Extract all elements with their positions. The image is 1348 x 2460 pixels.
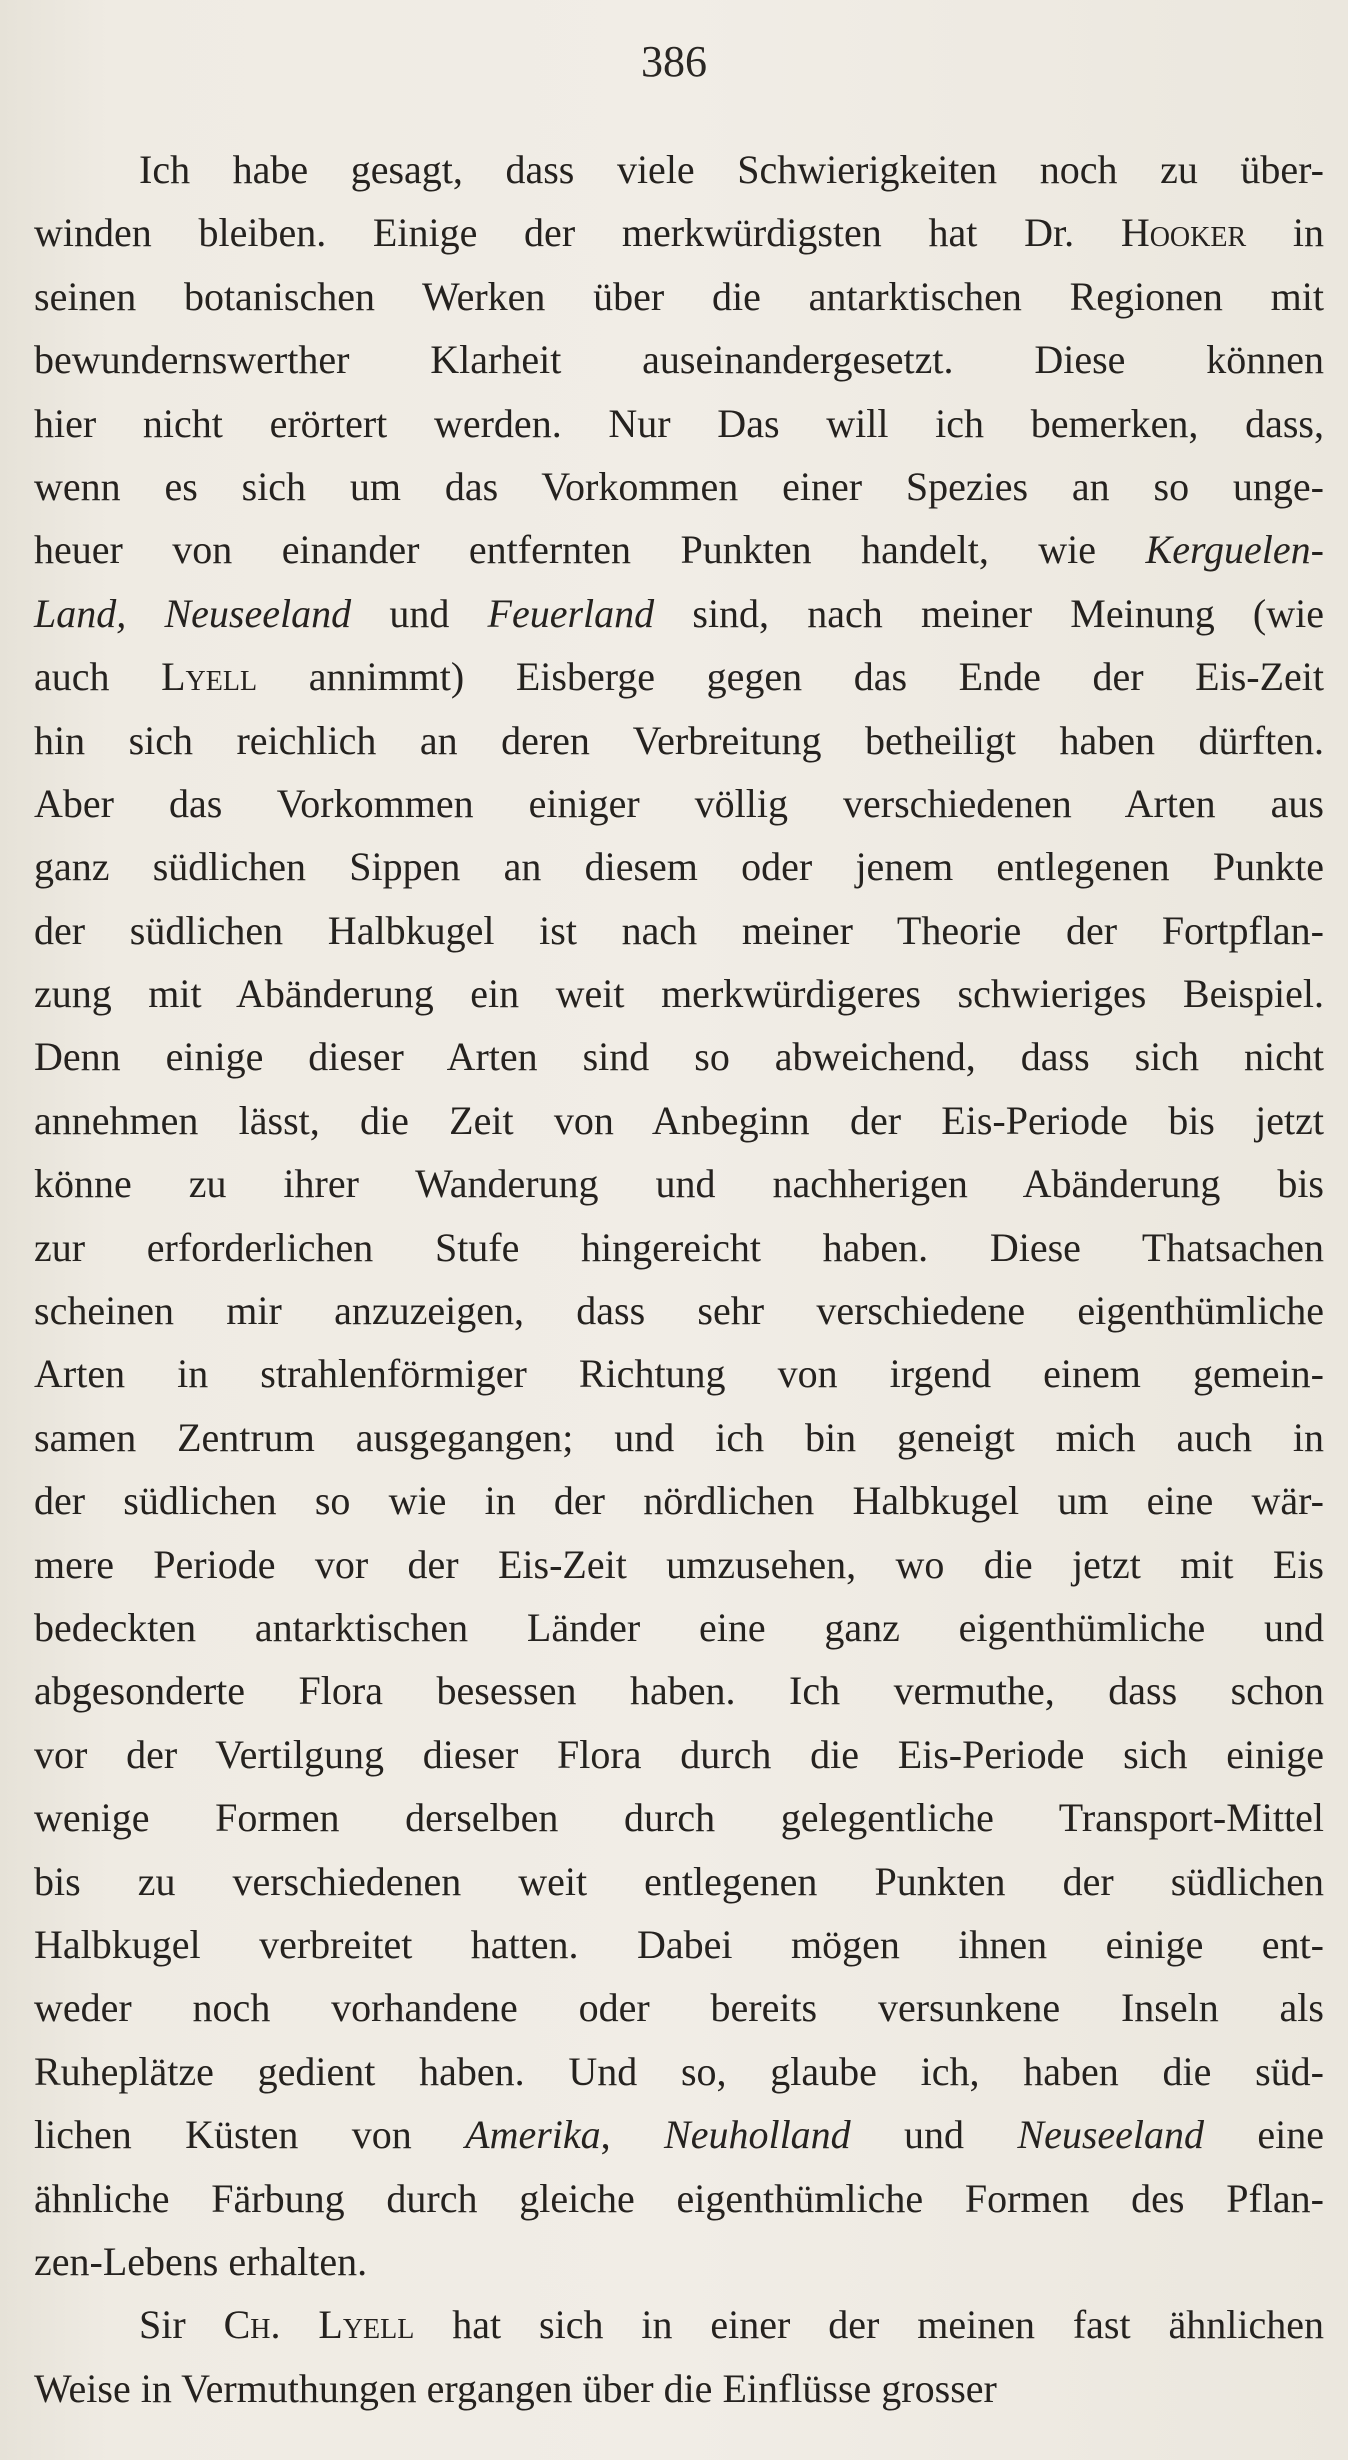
- text-line: [34, 1850, 1324, 1913]
- text-run: zen-Lebens erhalten.: [34, 2238, 368, 2284]
- text-line: [34, 518, 1324, 581]
- text-run: sind, nach meiner Meinung (wie: [654, 590, 1324, 636]
- text-run: abgesonderte Flora besessen haben. Ich vermuthe, dass schon: [34, 1668, 1324, 1714]
- text-run: bis zu verschiedenen weit entlegenen Punkten der südlichen: [34, 1858, 1324, 1904]
- text-run: heuer von einander entfernten Punkten handelt, wie: [34, 527, 1146, 573]
- text-run: ,: [600, 2112, 665, 2158]
- text-line: [34, 1152, 1324, 1215]
- text-run: hin sich reichlich an deren Verbreitung betheiligt haben dürften.: [34, 717, 1324, 763]
- text-run: zung mit Abänderung ein weit merkwürdigeres schwieriges Beispiel.: [34, 971, 1324, 1017]
- text-run: scheinen mir anzuzeigen, dass sehr verschiedene eigenthümliche: [34, 1288, 1324, 1334]
- text-run: seinen botanischen Werken über die antarktischen Regionen mit: [34, 273, 1324, 319]
- text-line: [34, 1976, 1324, 2039]
- text-line: [34, 1913, 1324, 1976]
- text-run: zur erforderlichen Stufe hingereicht haben. Diese Thatsachen: [34, 1224, 1324, 1270]
- text-run: und: [351, 590, 488, 636]
- text-run: Land, Neuseeland: [34, 590, 352, 636]
- text-line: [34, 2040, 1324, 2103]
- text-run: annimmt) Eisberge gegen das Ende der Eis-Zeit: [257, 654, 1325, 700]
- text-run: lichen Küsten von: [34, 2112, 466, 2158]
- text-run: in: [1246, 210, 1324, 256]
- text-line: [34, 455, 1324, 518]
- text-run: Amerika: [465, 2112, 601, 2158]
- text-line: [34, 1089, 1324, 1152]
- text-run: der südlichen so wie in der nördlichen Halbkugel um eine wär-: [34, 1478, 1324, 1524]
- text-run: Aber das Vorkommen einiger völlig verschiedenen Arten aus: [34, 780, 1324, 826]
- text-run: vor der Vertilgung dieser Flora durch die Eis-Periode sich einige: [34, 1731, 1324, 1777]
- text-line: [34, 582, 1324, 645]
- text-run: samen Zentrum ausgegangen; und ich bin geneigt mich auch in: [34, 1414, 1324, 1460]
- text-line: [34, 709, 1324, 772]
- text-line: [34, 138, 1324, 201]
- text-run: Kerguelen-: [1145, 527, 1324, 573]
- text-line: [34, 2230, 1324, 2293]
- text-line: [34, 2293, 1324, 2356]
- text-line: [34, 772, 1324, 835]
- text-run: wenige Formen derselben durch gelegentliche Transport-Mittel: [34, 1795, 1324, 1841]
- text-line: [34, 1596, 1324, 1659]
- text-line: [34, 1469, 1324, 1532]
- text-run: bedeckten antarktischen Länder eine ganz eigenthümliche und: [34, 1604, 1324, 1650]
- text-line: [34, 1659, 1324, 1722]
- text-run: Lyell: [161, 654, 258, 700]
- text-run: könne zu ihrer Wanderung und nachherigen Abänderung bis: [34, 1161, 1324, 1207]
- text-line: [34, 201, 1324, 264]
- text-line: [34, 899, 1324, 962]
- text-run: der südlichen Halbkugel ist nach meiner Theorie der Fortpflan-: [34, 907, 1324, 953]
- text-line: [34, 962, 1324, 1025]
- text-line: [34, 392, 1324, 455]
- text-line: [34, 2357, 1324, 2420]
- text-run: Feuerland: [487, 590, 655, 636]
- body-text: [34, 138, 1324, 2420]
- text-run: weder noch vorhandene oder bereits versunkene Inseln als: [34, 1985, 1324, 2031]
- page-number: 386: [641, 37, 707, 86]
- text-line: [34, 1533, 1324, 1596]
- text-line: [34, 1406, 1324, 1469]
- paragraph-1: [34, 138, 1324, 2293]
- text-run: Ich habe gesagt, dass viele Schwierigkeiten noch zu über-: [139, 147, 1324, 192]
- text-line: [34, 1786, 1324, 1849]
- text-run: Halbkugel verbreitet hatten. Dabei mögen ihnen einige ent-: [34, 1921, 1324, 1967]
- text-run: Arten in strahlenförmiger Richtung von irgend einem gemein-: [34, 1351, 1324, 1397]
- text-run: ganz südlichen Sippen an diesem oder jenem entlegenen Punkte: [34, 844, 1324, 890]
- text-run: ähnliche Färbung durch gleiche eigenthümliche Formen des Pflan-: [34, 2175, 1324, 2221]
- text-line: [34, 1342, 1324, 1405]
- text-line: [34, 835, 1324, 898]
- text-run: hat sich in einer der meinen fast ähnlichen: [414, 2302, 1325, 2348]
- text-line: [34, 2103, 1324, 2166]
- text-run: annehmen lässt, die Zeit von Anbeginn der Eis-Periode bis jetzt: [34, 1097, 1324, 1143]
- text-line: [34, 1216, 1324, 1279]
- text-run: wenn es sich um das Vorkommen einer Spezies an so unge-: [34, 463, 1324, 509]
- text-run: und: [850, 2112, 1018, 2158]
- text-run: eine: [1204, 2112, 1325, 2158]
- text-line: [34, 1723, 1324, 1786]
- text-run: Ruheplätze gedient haben. Und so, glaube ich, haben die süd-: [34, 2048, 1324, 2094]
- text-run: hier nicht erörtert werden. Nur Das will ich bemerken, dass,: [34, 400, 1324, 446]
- text-run: Hooker: [1120, 210, 1247, 256]
- text-run: Neuseeland: [1017, 2112, 1205, 2158]
- text-run: Sir: [139, 2302, 224, 2348]
- text-line: [34, 645, 1324, 708]
- text-run: Weise in Vermuthungen ergangen über die Einflüsse grosser: [34, 2365, 997, 2411]
- text-line: [34, 328, 1324, 391]
- text-line: [34, 1025, 1324, 1088]
- text-line: [34, 265, 1324, 328]
- text-run: Denn einige dieser Arten sind so abweichend, dass sich nicht: [34, 1034, 1324, 1080]
- text-run: Ch. Lyell: [223, 2302, 415, 2348]
- text-run: mere Periode vor der Eis-Zeit umzusehen, wo die jetzt mit Eis: [34, 1541, 1324, 1587]
- text-run: auch: [34, 654, 162, 700]
- text-line: [34, 2167, 1324, 2230]
- paragraph-2: [34, 2293, 1324, 2420]
- text-run: winden bleiben. Einige der merkwürdigsten hat Dr.: [34, 210, 1121, 256]
- text-line: [34, 1279, 1324, 1342]
- text-run: Neuholland: [664, 2112, 851, 2158]
- text-run: bewundernswerther Klarheit auseinandergesetzt. Diese können: [34, 337, 1324, 383]
